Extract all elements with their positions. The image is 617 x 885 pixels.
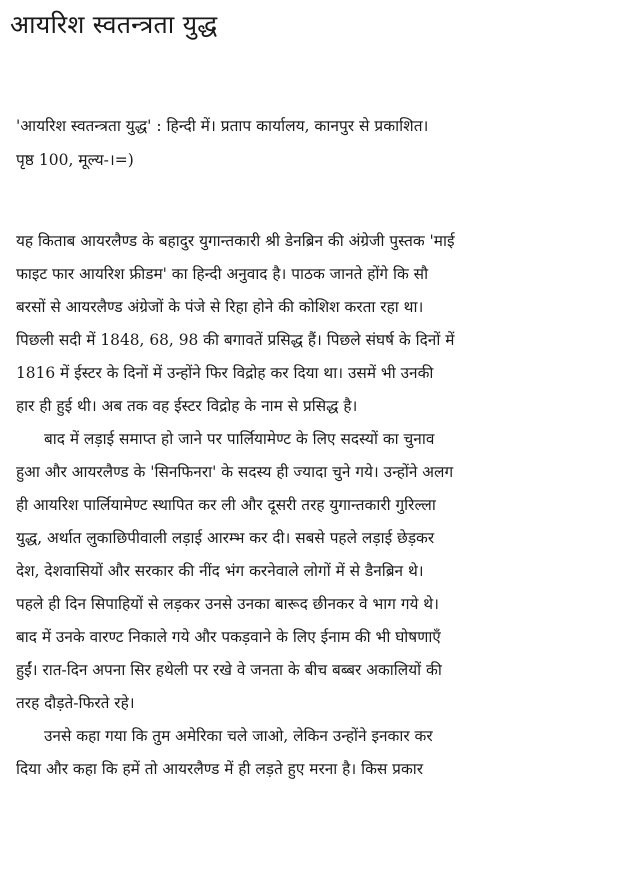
body-line: तरह दौड़ते-फिरते रहे। xyxy=(16,694,135,712)
publication-info-line: 'आयरिश स्वतन्त्रता युद्ध' : हिन्दी में। प्रताप कार्यालय, कानपुर से प्रकाशित। xyxy=(16,117,429,135)
paragraph-start-line: बाद में लड़ाई समाप्त हो जाने पर पार्लियामेण्ट के लिए सदस्यों का चुनाव xyxy=(44,430,435,448)
body-line: पहले ही दिन सिपाहियों से लड़कर उनसे उनका बारूद छीनकर वे भाग गये थे। xyxy=(16,595,439,613)
body-line: बाद में उनके वारण्ट निकाले गये और पकड़वाने के लिए ईनाम की भी घोषणाएँ xyxy=(16,628,441,646)
body-line: देश, देशवासियों और सरकार की नींद भंग करनेवाले लोगों में से डैनब्रिन थे। xyxy=(16,562,424,580)
body-line: 1816 में ईस्टर के दिनों में उन्होंने फिर विद्रोह कर दिया था। उसमें भी उनकी xyxy=(16,364,434,382)
document-title: आयरिश स्वतन्त्रता युद्ध xyxy=(10,10,218,39)
body-line: पिछली सदी में 1848, 68, 98 की बगावतें प्रसिद्ध हैं। पिछले संघर्ष के दिनों में xyxy=(16,331,455,349)
body-line: हुईं। रात-दिन अपना सिर हथेली पर रखे वे जनता के बीच बब्बर अकालियों की xyxy=(16,661,442,679)
body-line: यह किताब आयरलैण्ड के बहादुर युगान्तकारी श्री डेनब्रिन की अंग्रेजी पुस्तक 'माई xyxy=(16,232,455,250)
body-line: हार ही हुई थी। अब तक वह ईस्टर विद्रोह के नाम से प्रसिद्ध है। xyxy=(16,397,358,415)
body-line: फाइट फार आयरिश फ्रीडम' का हिन्दी अनुवाद है। पाठक जानते होंगे कि सौ xyxy=(16,265,429,283)
body-line: ही आयरिश पार्लियामेण्ट स्थापित कर ली और दूसरी तरह युगान्तकारी गुरिल्ला xyxy=(16,496,436,514)
paragraph-start-line: उनसे कहा गया कि तुम अमेरिका चले जाओ, लेकिन उन्होंने इनकार कर xyxy=(44,727,433,745)
body-line: दिया और कहा कि हमें तो आयरलैण्ड में ही लड़ते हुए मरना है। किस प्रकार xyxy=(16,760,424,778)
body-line: युद्ध, अर्थात लुकाछिपीवाली लड़ाई आरम्भ कर दी। सबसे पहले लड़ाई छेड़कर xyxy=(16,529,435,547)
page-price-line: पृष्ठ 100, मूल्य-।=) xyxy=(16,151,134,169)
body-line: हुआ और आयरलैण्ड के 'सिनफिनरा' के सदस्य ही ज्यादा चुने गये। उन्होंने अलग xyxy=(16,463,454,481)
body-line: बरसों से आयरलैण्ड अंग्रेजों के पंजे से रिहा होने की कोशिश करता रहा था। xyxy=(16,298,424,316)
